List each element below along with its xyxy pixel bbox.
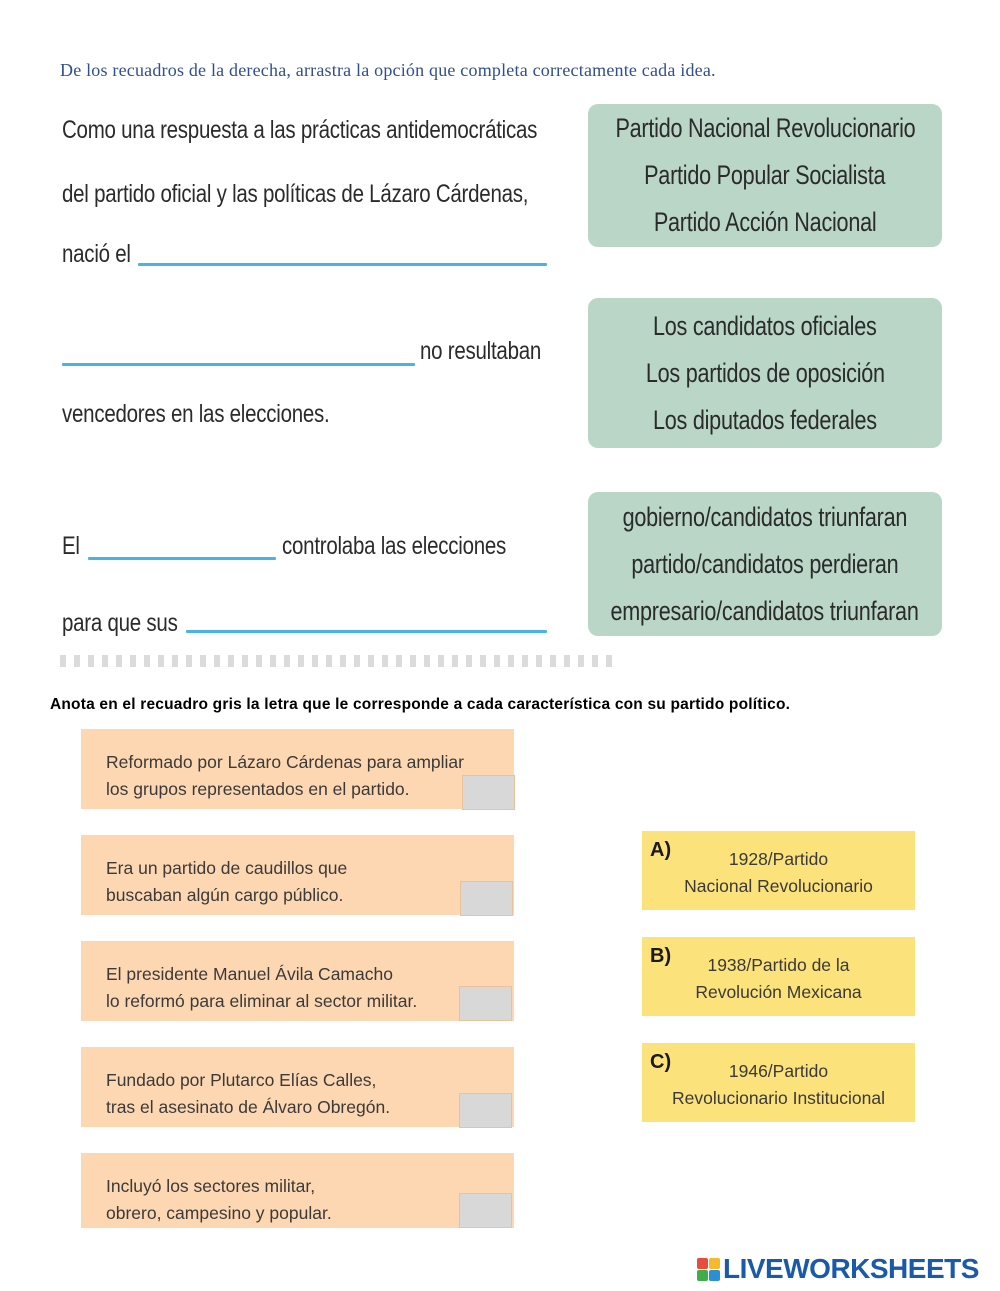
option-box-1 <box>588 104 942 247</box>
liveworksheets-logo-icon <box>697 1258 720 1281</box>
characteristic-text: Reformado por Lázaro Cárdenas para ampliar los grupos representados en el partido. <box>106 752 464 799</box>
q2-line1-after: no resultaban <box>420 337 542 365</box>
option-1-1[interactable]: Partido Nacional Revolucionario <box>615 113 915 143</box>
option-2-3[interactable]: Los diputados federales <box>653 404 877 435</box>
liveworksheets-logo[interactable] <box>697 1253 979 1285</box>
characteristic-text: Incluyó los sectores militar, obrero, campesino y popular. <box>106 1176 332 1223</box>
characteristic-card-2 <box>81 835 514 915</box>
characteristic-card-1 <box>81 729 514 809</box>
q2-line2: vencedores en las elecciones. <box>62 400 330 428</box>
q1-drop-blank[interactable] <box>138 263 547 266</box>
party-text: 1938/Partido de la Revolución Mexicana <box>695 955 862 1002</box>
party-card-b <box>642 937 915 1016</box>
q3-drop-blank-2[interactable] <box>186 630 547 633</box>
characteristic-text: Fundado por Plutarco Elías Calles, tras el asesinato de Álvaro Obregón. <box>106 1070 391 1117</box>
answer-slot-3[interactable] <box>459 986 512 1021</box>
party-letter: A) <box>650 839 672 861</box>
party-letter: B) <box>650 945 672 967</box>
option-3-3[interactable]: empresario/candidatos triunfaran <box>610 595 920 626</box>
party-text: 1946/Partido Revolucionario Institucional <box>671 1061 886 1108</box>
party-text: 1928/Partido Nacional Revolucionario <box>684 849 873 896</box>
option-box-3 <box>588 492 942 636</box>
q1-line1: Como una respuesta a las prácticas antidemocráticas <box>62 116 538 144</box>
answer-slot-2[interactable] <box>460 881 513 916</box>
q3-line2: para que sus <box>62 609 178 637</box>
cropped-text-remnant <box>60 655 620 667</box>
option-3-1[interactable]: gobierno/candidatos triunfaran <box>622 501 908 532</box>
characteristic-card-3 <box>81 941 514 1021</box>
characteristic-card-5 <box>81 1153 514 1228</box>
characteristic-card-4 <box>81 1047 514 1127</box>
option-box-2 <box>588 298 942 448</box>
q1-line3: nació el <box>62 240 131 268</box>
logo-text: LIVEWORKSHEETS <box>723 1253 979 1284</box>
drag-instructions: De los recuadros de la derecha, arrastra la opción que completa correctamente cada idea. <box>60 60 716 80</box>
party-card-a <box>642 831 915 910</box>
option-3-2[interactable]: partido/candidatos perdieran <box>631 548 899 579</box>
answer-slot-1[interactable] <box>462 775 515 810</box>
q2-drop-blank[interactable] <box>62 363 415 366</box>
q1-line2: del partido oficial y las políticas de Lázaro Cárdenas, <box>62 180 529 208</box>
option-1-3[interactable]: Partido Acción Nacional <box>653 207 877 237</box>
q3-drop-blank-1[interactable] <box>88 557 276 560</box>
q3-line1-after: controlaba las elecciones <box>282 532 507 560</box>
option-1-2[interactable]: Partido Popular Socialista <box>644 160 886 190</box>
option-2-1[interactable]: Los candidatos oficiales <box>653 310 877 341</box>
answer-slot-5[interactable] <box>459 1193 512 1228</box>
match-instructions: Anota en el recuadro gris la letra que le corresponde a cada característica con su partido político. <box>50 696 791 713</box>
party-letter: C) <box>650 1051 672 1073</box>
party-card-c <box>642 1043 915 1122</box>
characteristic-text: Era un partido de caudillos que buscaban algún cargo público. <box>106 858 348 905</box>
q3-line1-before: El <box>62 532 80 560</box>
option-2-2[interactable]: Los partidos de oposición <box>645 357 885 388</box>
characteristic-text: El presidente Manuel Ávila Camacho lo reformó para eliminar al sector militar. <box>106 964 418 1011</box>
answer-slot-4[interactable] <box>459 1093 512 1128</box>
